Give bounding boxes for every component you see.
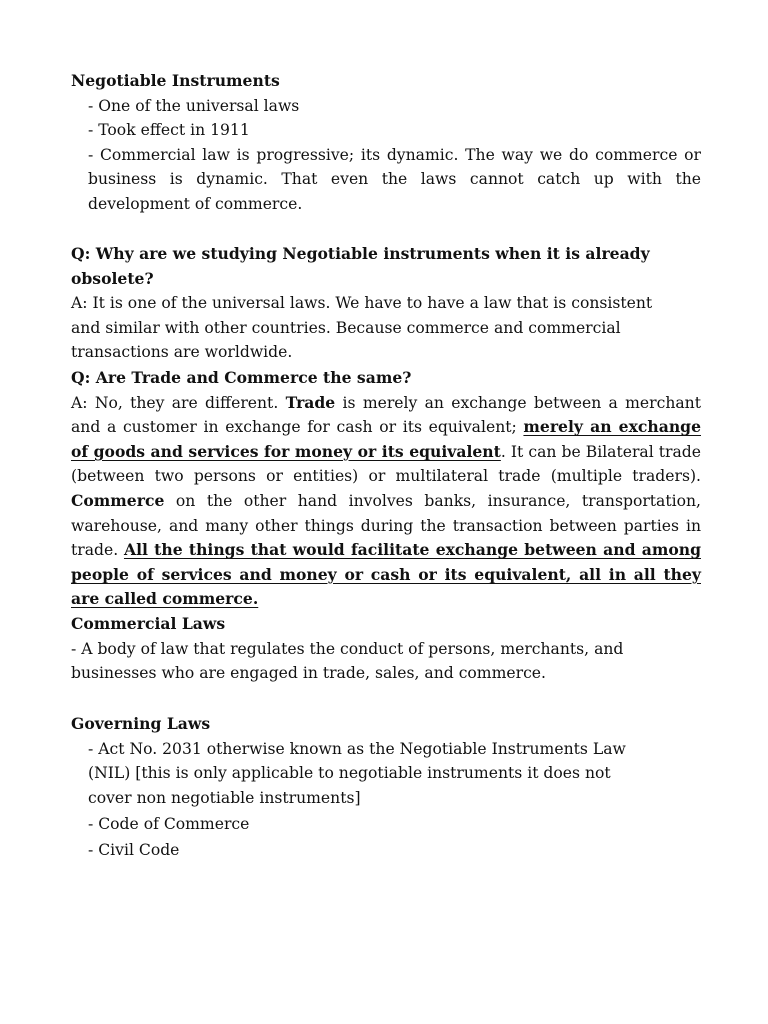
answer-text: on the other hand involves banks, insurance, transportation, warehouse, and many other things during the transaction between parties in trade.: [71, 491, 701, 560]
list-item: - Civil Code: [88, 840, 180, 859]
list-item: - Act No. 2031 otherwise known as the Negotiable Instruments Law (NIL) [this is only applicable to negotiable instruments it does not cover non negotiable instruments]: [88, 739, 626, 807]
section-title: Governing Laws: [71, 714, 211, 733]
answer-text: A: No, they are different.: [71, 393, 286, 412]
answer: [71, 391, 701, 612]
section-negotiable-instruments: [71, 69, 701, 217]
list-item: - Code of Commerce: [88, 815, 250, 834]
qa-obsolete: [71, 242, 701, 365]
section-title: Negotiable Instruments: [71, 71, 280, 90]
section-commercial-laws: [71, 612, 701, 686]
term-commerce: Commerce: [71, 490, 165, 510]
section-body: - A body of law that regulates the conduct of persons, merchants, and businesses who are engaged in trade, sales, and commerce.: [71, 639, 624, 683]
emphasis-commerce: All the things that would facilitate exchange between and among people of services and money or cash or its equivalent, all in all they are called commerce.: [71, 540, 701, 609]
section-governing-laws: [71, 712, 701, 863]
list-item: - One of the universal laws: [88, 96, 300, 115]
term-trade: Trade: [285, 392, 336, 412]
question: Q: Are Trade and Commerce the same?: [71, 368, 412, 387]
qa-trade-commerce: [71, 366, 701, 612]
answer: A: It is one of the universal laws. We have to have a law that is consistent and similar with other countries. Because commerce and commercial transactions are worldwide.: [71, 294, 653, 362]
section-title: Commercial Laws: [71, 614, 226, 633]
question: Q: Why are we studying Negotiable instruments when it is already obsolete?: [71, 244, 650, 288]
emphasis-trade: merely an exchange of goods and services for money or its equivalent: [71, 417, 701, 461]
answer-text: . It can be Bilateral trade (between two persons or entities) or multilateral trade (multiple traders).: [71, 442, 701, 486]
list-item: - Took effect in 1911: [88, 121, 250, 140]
answer-text: is merely an exchange between a merchant and a customer in exchange for cash or its equivalent;: [71, 393, 701, 437]
list-item: - Commercial law is progressive; its dynamic. The way we do commerce or business is dynamic. That even the laws cannot catch up with the development of commerce.: [88, 145, 701, 213]
